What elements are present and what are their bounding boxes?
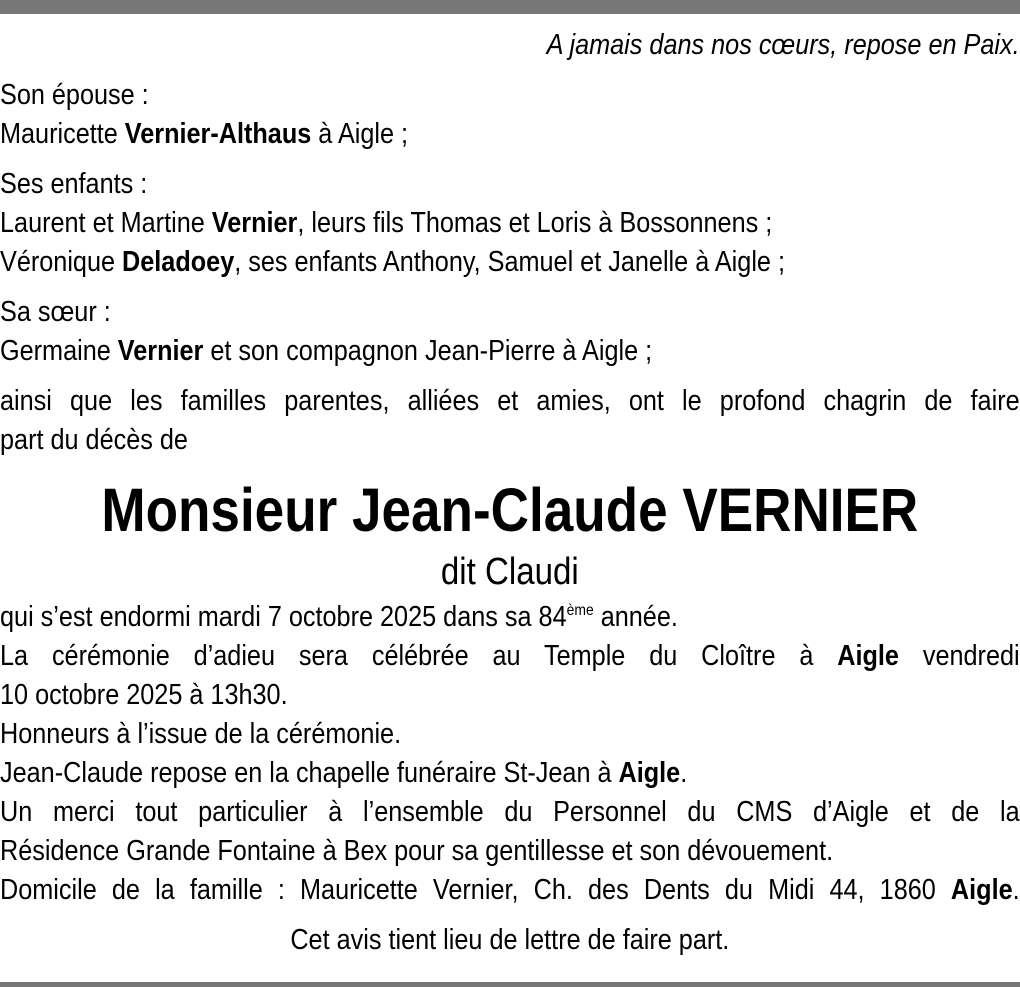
surname: Vernier	[117, 335, 204, 367]
text: Mauricette	[0, 118, 125, 150]
spouse-line	[0, 115, 1020, 154]
text: , ses enfants Anthony, Samuel et Janelle à Aigle ;	[234, 246, 785, 278]
children-line	[0, 243, 1020, 282]
ceremony-line	[0, 637, 1020, 676]
top-border	[0, 0, 1020, 14]
sister-heading: Sa sœur :	[0, 296, 111, 328]
superscript: ème	[566, 602, 594, 619]
families-line: ainsi que les familles parentes, alliées et amies, ont le profond chagrin de faire	[0, 385, 1020, 417]
home-line	[0, 871, 1020, 910]
honours-line: Honneurs à l’issue de la cérémonie.	[0, 718, 402, 750]
text: année.	[593, 601, 678, 633]
thanks-line: Résidence Grande Fontaine à Bex pour sa gentillesse et son dévouement.	[0, 835, 834, 867]
deceased-nickname: dit Claudi	[440, 551, 579, 593]
text: , leurs fils Thomas et Loris à Bossonnens ;	[297, 207, 773, 239]
surname: Deladoey	[122, 246, 235, 278]
spouse-heading: Son épouse :	[0, 79, 149, 111]
text: qui s’est endormi mardi 7 octobre 2025 dans sa 84	[0, 601, 567, 633]
surname: Vernier-Althaus	[124, 118, 312, 150]
place: Aigle	[618, 757, 681, 789]
text: Germaine	[0, 335, 118, 367]
place: Aigle	[837, 640, 899, 672]
ceremony-line: 10 octobre 2025 à 13h30.	[0, 679, 288, 711]
text: vendredi	[898, 640, 1020, 672]
bottom-border	[0, 982, 1020, 987]
sister-line	[0, 332, 1020, 371]
motto: A jamais dans nos cœurs, repose en Paix.	[546, 29, 1020, 61]
text: Domicile de la famille : Mauricette Vernier, Ch. des Dents du Midi 44, 1860	[0, 874, 951, 906]
text: Jean-Claude repose en la chapelle funéraire St-Jean à	[0, 757, 619, 789]
children-line	[0, 204, 1020, 243]
text: Laurent et Martine	[0, 207, 212, 239]
text: Véronique	[0, 246, 123, 278]
text: .	[680, 757, 688, 789]
text: .	[1012, 874, 1020, 906]
text: La cérémonie d’adieu sera célébrée au Temple du Cloître à	[0, 640, 838, 672]
rest-line	[0, 754, 1020, 793]
death-line	[0, 598, 1020, 637]
surname: Vernier	[211, 207, 298, 239]
place: Aigle	[950, 874, 1013, 906]
children-heading: Ses enfants :	[0, 168, 148, 200]
thanks-line: Un merci tout particulier à l’ensemble du Personnel du CMS d’Aigle et de la	[0, 796, 1020, 828]
text: à Aigle ;	[311, 118, 409, 150]
obituary-notice	[0, 26, 1020, 960]
footer-note: Cet avis tient lieu de lettre de faire part.	[290, 924, 730, 956]
families-line: part du décès de	[0, 424, 188, 456]
deceased-name: Monsieur Jean-Claude VERNIER	[101, 476, 919, 544]
text: et son compagnon Jean-Pierre à Aigle ;	[203, 335, 653, 367]
